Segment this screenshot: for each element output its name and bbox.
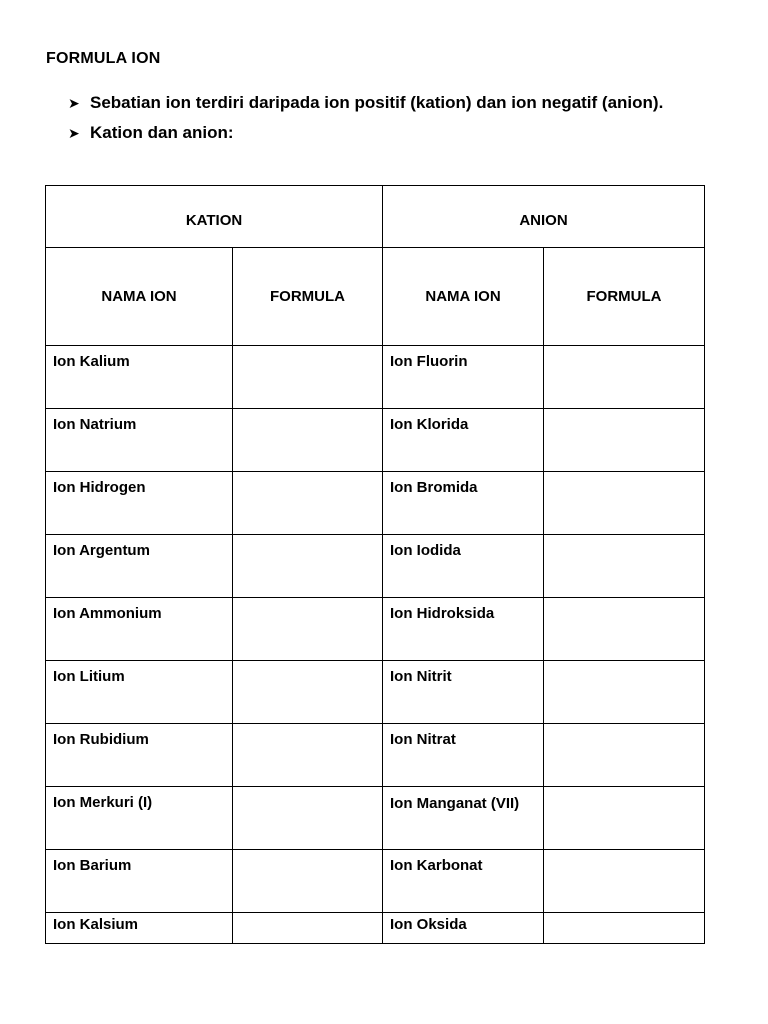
- anion-name-cell: Ion Klorida: [383, 409, 544, 472]
- cation-name-cell: Ion Ammonium: [46, 598, 233, 661]
- table-row: [46, 598, 705, 661]
- cation-formula-cell[interactable]: [233, 913, 383, 944]
- anion-formula-cell[interactable]: [544, 661, 705, 724]
- cation-formula-cell[interactable]: [233, 598, 383, 661]
- table-row: [46, 913, 705, 944]
- arrow-bullet-icon: ➤: [68, 95, 80, 111]
- anion-formula-cell[interactable]: [544, 472, 705, 535]
- anion-formula-cell[interactable]: [544, 850, 705, 913]
- anion-name-cell: Ion Iodida: [383, 535, 544, 598]
- anion-name-cell: Ion Oksida: [383, 913, 544, 944]
- cation-name-cell: Ion Kalium: [46, 346, 233, 409]
- column-header: FORMULA: [544, 248, 705, 346]
- cation-name-cell: Ion Kalsium: [46, 913, 233, 944]
- bullet-list: [68, 88, 728, 148]
- table-row: [46, 409, 705, 472]
- cation-formula-cell[interactable]: [233, 787, 383, 850]
- table-row: [46, 850, 705, 913]
- table-row: [46, 535, 705, 598]
- cation-name-cell: Ion Merkuri (I): [46, 787, 233, 850]
- cation-name-cell: Ion Hidrogen: [46, 472, 233, 535]
- cation-name-cell: Ion Argentum: [46, 535, 233, 598]
- arrow-bullet-icon: ➤: [68, 125, 80, 141]
- anion-name-cell: Ion Bromida: [383, 472, 544, 535]
- anion-formula-cell[interactable]: [544, 346, 705, 409]
- bullet-text: Kation dan anion:: [90, 123, 234, 142]
- cation-name-cell: Ion Litium: [46, 661, 233, 724]
- cation-formula-cell[interactable]: [233, 535, 383, 598]
- cation-name-cell: Ion Barium: [46, 850, 233, 913]
- anion-name-cell: Ion Karbonat: [383, 850, 544, 913]
- cation-formula-cell[interactable]: [233, 472, 383, 535]
- cation-formula-cell[interactable]: [233, 409, 383, 472]
- anion-formula-cell[interactable]: [544, 409, 705, 472]
- bullet-text: Sebatian ion terdiri daripada ion positif (kation) dan ion negatif (anion).: [90, 93, 664, 112]
- cation-formula-cell[interactable]: [233, 661, 383, 724]
- cation-name-cell: Ion Natrium: [46, 409, 233, 472]
- table-row: [46, 724, 705, 787]
- anion-name-cell: Ion Fluorin: [383, 346, 544, 409]
- column-header: NAMA ION: [383, 248, 544, 346]
- anion-name-cell: Ion Manganat (VII): [383, 787, 544, 850]
- table-row: [46, 472, 705, 535]
- anion-group-header: ANION: [383, 186, 705, 248]
- anion-name-cell: Ion Nitrat: [383, 724, 544, 787]
- table-row: [46, 787, 705, 850]
- column-header: NAMA ION: [46, 248, 233, 346]
- anion-formula-cell[interactable]: [544, 913, 705, 944]
- ion-formula-table: [45, 185, 705, 944]
- cation-formula-cell[interactable]: [233, 346, 383, 409]
- cation-formula-cell[interactable]: [233, 724, 383, 787]
- page-title: FORMULA ION: [46, 50, 161, 67]
- bullet-item: [68, 118, 728, 148]
- anion-formula-cell[interactable]: [544, 787, 705, 850]
- cation-formula-cell[interactable]: [233, 850, 383, 913]
- cation-name-cell: Ion Rubidium: [46, 724, 233, 787]
- table-row: [46, 661, 705, 724]
- table-row: [46, 346, 705, 409]
- column-header: FORMULA: [233, 248, 383, 346]
- anion-name-cell: Ion Hidroksida: [383, 598, 544, 661]
- anion-formula-cell[interactable]: [544, 535, 705, 598]
- bullet-item: [68, 88, 728, 118]
- anion-formula-cell[interactable]: [544, 724, 705, 787]
- anion-name-cell: Ion Nitrit: [383, 661, 544, 724]
- anion-formula-cell[interactable]: [544, 598, 705, 661]
- kation-group-header: KATION: [46, 186, 383, 248]
